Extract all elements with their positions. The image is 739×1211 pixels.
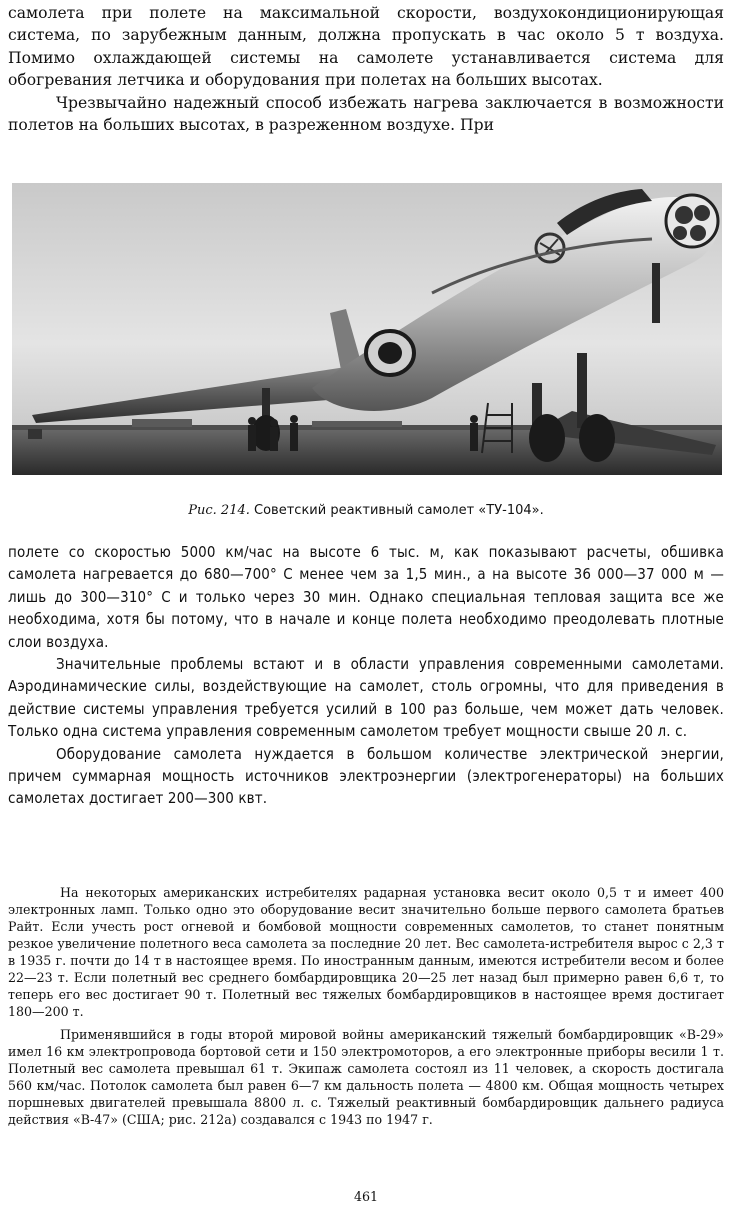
figure-number: Рис. 214. <box>188 503 250 518</box>
paragraph: полете со скоростью 5000 км/час на высоте 6 тыс. м, как показывают расчеты, обшивка самолета нагревается до 680—700° С менее чем за 1,5 мин., а на высоте 36 000—37 000 м — лишь до 300—310° С и только через 30 мин. Однако специальная тепловая защита все же необходима, хотя бы потому, что в начале и конце полета необходимо преодолевать плотные слои воздуха. <box>8 543 724 651</box>
middle-text-block <box>8 541 724 810</box>
paragraph: Значительные проблемы встают и в области управления современными самолетами. Аэродинамические силы, воздействующие на самолет, столь огромны, что для приведения в действие системы управления требуется усилий в 100 раз больше, чем может дать человек. Только одна система управления современным самолетом требует мощности свыше 20 л. с. <box>8 655 724 741</box>
figure-caption <box>8 502 724 520</box>
small-paragraph: На некоторых американских истребителях радарная установка весит около 0,5 т и имеет 400 электронных ламп. Только одно это оборудование весит значительно больше первого самолета братьев Райт. Если учесть рост огневой и бомбовой мощности современных самолетов, то станет понятным резкое увеличение полетного веса самолета за последние 20 лет. Вес самолета-истребителя вырос с 2,3 т в 1935 г. почти до 14 т в настоящее время. По иностранным данным, имеются истребители весом и более 22—23 т. Если полетный вес среднего бомбардировщика 20—25 лет назад был примерно равен 6,6 т, то теперь его вес достигает 90 т. Полетный вес тяжелых бомбардировщиков в настоящее время достигает 180—200 т. <box>8 885 724 1019</box>
book-page <box>8 0 724 1211</box>
tu-104-photo-illustration <box>12 183 722 475</box>
paragraph: Чрезвычайно надежный способ избежать нагрева заключается в возможности полетов на больших высотах, в разреженном воздухе. При <box>8 93 724 135</box>
paragraph: самолета при полете на максимальной скорости, воздухокондиционирующая система, по зарубежным данным, должна пропускать в час около 5 т воздуха. Помимо охлаждающей системы на самолете устанавливается система для обогревания летчика и оборудования при полетах на больших высотах. <box>8 4 724 90</box>
top-text-block <box>8 2 724 136</box>
figure-title: Советский реактивный самолет «ТУ-104». <box>254 503 544 518</box>
aircraft-photo <box>12 183 722 475</box>
page-number: 461 <box>353 1189 379 1204</box>
paragraph: Оборудование самолета нуждается в большом количестве электрической энергии, причем суммарная мощность источников электроэнергии (электрогенераторы) на больших самолетах достигает 200—300 квт. <box>8 744 724 808</box>
small-print-block <box>8 884 724 1128</box>
small-paragraph: Применявшийся в годы второй мировой войны американский тяжелый бомбардировщик «В-29» имел 16 км электропровода бортовой сети и 150 электромоторов, а его электронные приборы весили 1 т. Полетный вес самолета превышал 61 т. Экипаж самолета состоял из 11 человек, а скорость достигала 560 км/час. Потолок самолета был равен 6—7 км дальность полета — 4800 км. Общая мощность четырех поршневых двигателей превышала 8800 л. с. Тяжелый реактивный бомбардировщик дальнего радиуса действия «В-47» (США; рис. 212а) создавался с 1943 по 1947 г. <box>8 1027 724 1127</box>
